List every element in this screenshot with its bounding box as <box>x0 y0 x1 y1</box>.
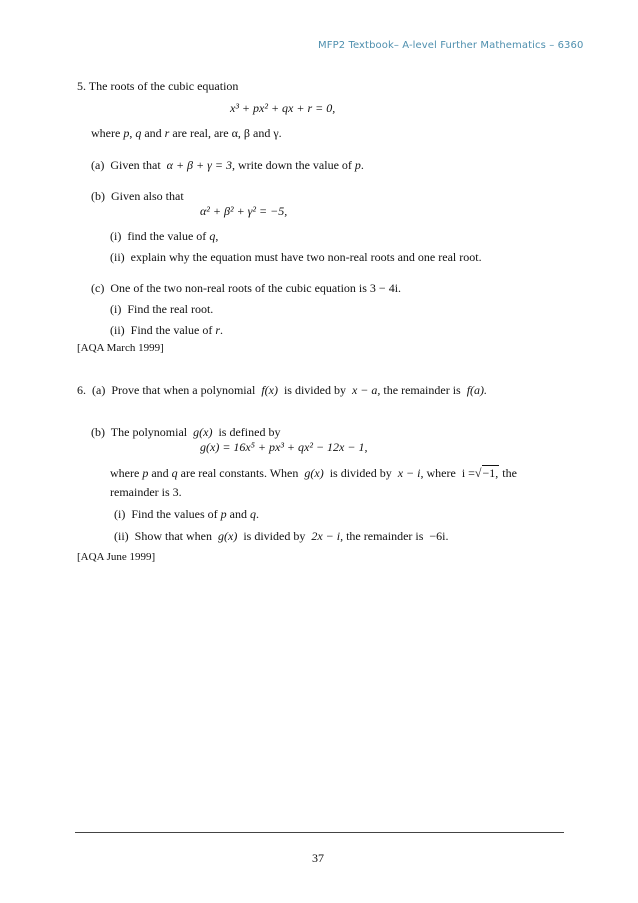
q6b-div-by: is divided by <box>329 466 392 480</box>
q6b-q: q <box>171 466 178 480</box>
q6b-sqrt: −1, <box>482 466 499 480</box>
q5b-ii-text: explain why the equation must have two non-real roots and one real root. <box>130 250 482 264</box>
q5-given-r: r <box>164 126 170 140</box>
q6b-where: where <box>110 466 140 480</box>
q6a-f: f(x) <box>261 383 278 397</box>
q5c-text: One of the two non-real roots of the cubic equation is <box>110 281 367 295</box>
q6b-remainder-line: remainder is 3. <box>110 485 182 499</box>
q5b-i-var: q <box>209 229 216 243</box>
q5-given-pre: where <box>91 126 124 140</box>
q6b-equation: g(x) = 16x⁵ + px³ + qx² − 12x − 1, <box>200 440 368 454</box>
q6b-ii-text2: is divided by <box>243 529 306 543</box>
q5a-label: (a) <box>91 158 105 172</box>
q6b-i-and: and <box>229 507 247 521</box>
q5-number: 5. <box>77 79 86 93</box>
q5c-i-text: Find the real root. <box>127 302 214 316</box>
q6b-xi: x − i, <box>397 466 424 480</box>
q5c-i-label: (i) <box>110 302 122 316</box>
q5b-label: (b) <box>91 189 105 203</box>
q6b-line <box>91 425 280 439</box>
q6a-rem: f(a). <box>466 383 488 397</box>
q5b-line <box>91 189 184 203</box>
q6b-ii-rem: −6i. <box>429 529 449 543</box>
q5-source: [AQA March 1999] <box>77 342 164 354</box>
q6a-text2: is divided by <box>283 383 346 397</box>
q6b-text2: is defined by <box>218 425 281 439</box>
q5-given-p: p <box>123 126 130 140</box>
q5-given-line <box>91 126 282 140</box>
q6b-where2: where <box>426 466 456 480</box>
q6a-line <box>77 383 487 397</box>
q6b-i-line: (i) Find the values of p and q. <box>114 507 259 521</box>
q6-source: [AQA June 1999] <box>77 551 156 563</box>
q6b-p: p <box>142 466 149 480</box>
q6b-g: g(x) <box>193 425 213 439</box>
q5c-ii-label: (ii) <box>110 323 125 337</box>
q5c-line <box>91 281 401 295</box>
q5b-text: Given also that <box>111 189 184 203</box>
q5a-text-post: write down the value of <box>237 158 352 172</box>
q5b-i-label: (i) <box>110 229 122 243</box>
q5c-ii-var: r <box>215 323 220 337</box>
footer-divider <box>75 832 564 833</box>
q6b-label: (b) <box>91 425 105 439</box>
q5-given-mid: and <box>141 126 165 140</box>
q6-number: 6. <box>77 383 86 397</box>
page-number: 37 <box>312 851 324 865</box>
q6b-where-line <box>110 466 517 480</box>
q5b-equation: α² + β² + γ² = −5, <box>200 204 288 218</box>
q6b-ii-text1: Show that when <box>134 529 212 543</box>
q6b-real: are real constants. When <box>180 466 299 480</box>
q6b-i-p: p <box>220 507 227 521</box>
q6a-text1: Prove that when a polynomial <box>111 383 256 397</box>
q5c-i-line <box>110 302 213 316</box>
q5c-root: 3 − 4i. <box>369 281 402 295</box>
q5c-ii-line: (ii) Find the value of r. <box>110 323 223 337</box>
q5-cubic-equation: x³ + px² + qx + r = 0, <box>230 101 336 115</box>
sqrt-icon: √ <box>474 466 482 480</box>
q6b-the: the <box>502 466 517 480</box>
q5b-ii-label: (ii) <box>110 250 125 264</box>
q6b-ii-line <box>114 529 449 543</box>
q5a-var: p <box>354 158 361 172</box>
q5c-label: (c) <box>91 281 105 295</box>
q6a-text3: the remainder is <box>383 383 461 397</box>
q6b-ii-g: g(x) <box>218 529 238 543</box>
q6b-text1: The polynomial <box>110 425 188 439</box>
q6b-and: and <box>151 466 169 480</box>
q5b-ii-line <box>110 250 482 264</box>
q5a-line: (a) Given that α + β + γ = 3, write down the value of p. <box>91 158 364 172</box>
q6b-i-eq: i = <box>461 466 475 480</box>
q5a-math: α + β + γ = 3, <box>166 158 235 172</box>
q5-given-post: are real, are α, β and γ. <box>169 126 282 140</box>
q6b-ii-label: (ii) <box>114 529 129 543</box>
q5-given-sep: , <box>129 126 136 140</box>
q5-given-q: q <box>135 126 142 140</box>
q6b-ii-text3: the remainder is <box>346 529 424 543</box>
running-header: MFP2 Textbook– A-level Further Mathematics – 6360 <box>318 40 584 51</box>
q6a-div: x − a, <box>351 383 381 397</box>
q6b-g2: g(x) <box>304 466 324 480</box>
q6b-i-q: q <box>249 507 256 521</box>
q5b-i-text: find the value of <box>127 229 207 243</box>
q6a-label: (a) <box>92 383 106 397</box>
q6b-i-label: (i) <box>114 507 126 521</box>
q5-intro: The roots of the cubic equation <box>88 79 239 93</box>
q6b-i-text: Find the values of <box>131 507 218 521</box>
q5c-ii-text: Find the value of <box>130 323 213 337</box>
q6b-ii-div: 2x − i, <box>311 529 344 543</box>
q5b-i-line: (i) find the value of q, <box>110 229 219 243</box>
q5-intro-line <box>77 79 238 93</box>
q5a-text-pre: Given that <box>110 158 161 172</box>
